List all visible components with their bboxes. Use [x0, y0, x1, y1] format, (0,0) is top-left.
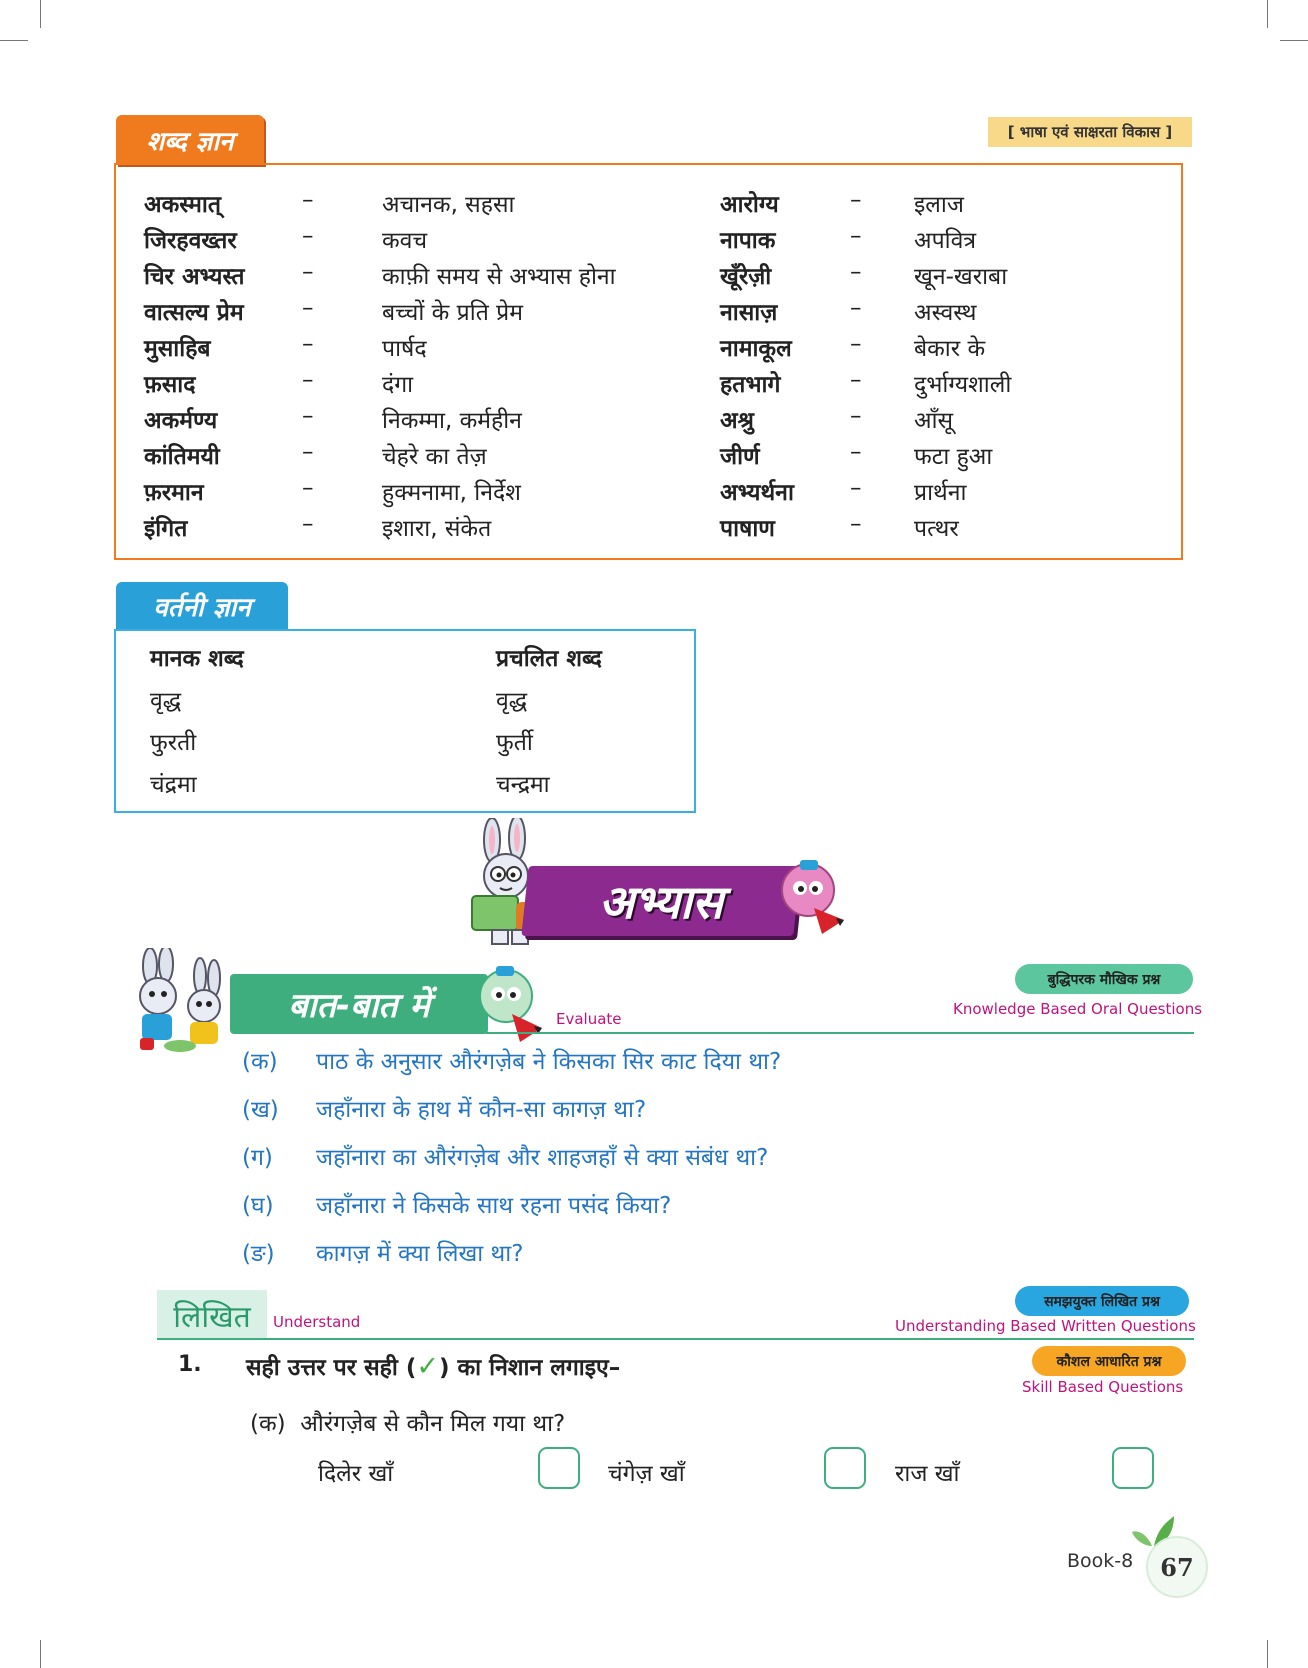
vocab-meaning: चेहरे का तेज़ [382, 444, 487, 470]
oral-question-label: Knowledge Based Oral Questions [953, 1000, 1203, 1018]
dash-separator: – [850, 295, 862, 321]
vocab-entry [144, 331, 664, 367]
vocab-meaning: काफ़ी समय से अभ्यास होना [382, 264, 616, 290]
vocab-word: नापाक [720, 228, 776, 254]
vocab-meaning: इलाज [914, 192, 964, 218]
vocab-word: अभ्यर्थना [720, 480, 794, 506]
option-checkbox[interactable] [1112, 1447, 1154, 1489]
pencil-mascot-icon [778, 856, 850, 936]
written-question-pill: समझयुक्त लिखित प्रश्न [1015, 1286, 1189, 1316]
sub-question: (क) औरंगज़ेब से कौन मिल गया था? [250, 1411, 566, 1437]
dash-separator: – [850, 439, 862, 465]
vocab-word: आरोग्य [720, 192, 779, 218]
option-label: राज खाँ [895, 1461, 960, 1487]
common-word: फुर्ती [496, 730, 533, 756]
vocab-entry [720, 403, 1240, 439]
vocab-entry [720, 439, 1240, 475]
likhit-divider [157, 1338, 1194, 1340]
crop-mark [0, 40, 28, 41]
vocab-word: नामाकूल [720, 336, 792, 362]
common-word: चन्द्रमा [496, 772, 550, 798]
vocab-entry [720, 511, 1240, 547]
vocab-entry [144, 295, 664, 331]
shabd-gyan-title: शब्द ज्ञान [116, 115, 264, 165]
oral-question-pill: बुद्धिपरक मौखिक प्रश्न [1015, 964, 1193, 994]
dash-separator: – [302, 403, 314, 429]
option-label: चंगेज़ खाँ [608, 1461, 685, 1487]
vocab-meaning: निकम्मा, कर्महीन [382, 408, 522, 434]
vocab-entry [720, 475, 1240, 511]
question-number: 1. [178, 1352, 202, 1377]
vocab-meaning: खून-खराबा [914, 264, 1008, 290]
crop-mark [1267, 0, 1268, 28]
literacy-tag: [ भाषा एवं साक्षरता विकास ] [988, 117, 1192, 147]
baat-baat-title: बात-बात में [230, 974, 488, 1034]
crop-mark [1280, 40, 1308, 41]
vocab-meaning: पार्षद [382, 336, 427, 362]
vocab-meaning: कवच [382, 228, 428, 254]
dash-separator: – [302, 439, 314, 465]
vocabulary-box [114, 163, 1183, 560]
vocab-word: अश्रु [720, 408, 754, 434]
abhyas-banner [521, 866, 800, 936]
dash-separator: – [302, 187, 314, 213]
vocab-word: वात्सल्य प्रेम [144, 300, 244, 326]
vocab-meaning: अस्वस्थ [914, 300, 977, 326]
vocab-word: कांतिमयी [144, 444, 220, 470]
vocab-word: जिरहवख्तर [144, 228, 237, 254]
vocab-entry [144, 403, 664, 439]
vocab-entry [720, 295, 1240, 331]
vocab-meaning: दुर्भाग्यशाली [914, 372, 1012, 398]
vocab-meaning: हुक्मनामा, निर्देश [382, 480, 521, 506]
written-question-label: Understanding Based Written Questions [895, 1317, 1196, 1335]
tick-icon: ✓ [416, 1351, 439, 1382]
vocab-entry [144, 475, 664, 511]
dash-separator: – [302, 259, 314, 285]
spelling-box [114, 629, 696, 813]
understand-label: Understand [273, 1313, 361, 1331]
dash-separator: – [302, 475, 314, 501]
vocab-word: अकर्मण्य [144, 408, 218, 434]
book-label: Book-8 [1067, 1550, 1134, 1572]
vocab-entry [144, 511, 664, 547]
vocab-meaning: बच्चों के प्रति प्रेम [382, 300, 523, 326]
dash-separator: – [302, 223, 314, 249]
common-word: वृद्ध [496, 688, 528, 714]
standard-word-header: मानक शब्द [150, 646, 244, 672]
skill-question-pill: कौशल आधारित प्रश्न [1032, 1346, 1186, 1376]
vocab-entry [720, 331, 1240, 367]
vocab-meaning: अपवित्र [914, 228, 977, 254]
dash-separator: – [850, 367, 862, 393]
vocab-meaning: प्रार्थना [914, 480, 967, 506]
standard-word: चंद्रमा [150, 772, 197, 798]
dash-separator: – [302, 295, 314, 321]
vocab-meaning: बेकार के [914, 336, 986, 362]
vocab-meaning: फटा हुआ [914, 444, 993, 470]
vocab-word: मुसाहिब [144, 336, 211, 362]
vocab-word: फ़साद [144, 372, 196, 398]
skill-question-label: Skill Based Questions [1022, 1378, 1184, 1396]
two-rabbits-illustration [120, 948, 232, 1054]
abhyas-title: अभ्यास [599, 875, 723, 929]
vocab-entry [144, 439, 664, 475]
dash-separator: – [850, 187, 862, 213]
baat-divider [486, 1032, 1194, 1034]
dash-separator: – [850, 511, 862, 537]
common-word-header: प्रचलित शब्द [496, 646, 602, 672]
vocab-entry [144, 223, 664, 259]
vocab-word: जीर्ण [720, 444, 760, 470]
vocab-entry [144, 367, 664, 403]
option-label: दिलेर खाँ [318, 1461, 394, 1487]
vocab-entry [720, 367, 1240, 403]
vocab-word: अकस्मात् [144, 192, 222, 218]
vocab-meaning: इशारा, संकेत [382, 516, 492, 542]
likhit-title: लिखित [157, 1290, 267, 1340]
vocab-word: हतभागे [720, 372, 781, 398]
dash-separator: – [850, 259, 862, 285]
vocab-meaning: पत्थर [914, 516, 959, 542]
evaluate-label: Evaluate [556, 1010, 622, 1028]
standard-word: वृद्ध [150, 688, 182, 714]
option-checkbox[interactable] [538, 1447, 580, 1489]
vocab-entry [720, 259, 1240, 295]
standard-word: फुरती [150, 730, 197, 756]
dash-separator: – [850, 331, 862, 357]
vocab-word: नासाज़ [720, 300, 778, 326]
question-instruction: सही उत्तर पर सही (✓) का निशान लगाइए– [246, 1351, 621, 1382]
dash-separator: – [850, 223, 862, 249]
page-number: 67 [1146, 1536, 1208, 1598]
dash-separator: – [850, 403, 862, 429]
crop-mark [40, 1640, 41, 1668]
vocab-word: खूँरेज़ी [720, 264, 772, 290]
vocab-meaning: आँसू [914, 408, 954, 434]
vocab-entry [144, 187, 664, 223]
crop-mark [1267, 1640, 1268, 1668]
crop-mark [40, 0, 41, 28]
dash-separator: – [302, 511, 314, 537]
vocab-word: पाषाण [720, 516, 775, 542]
vocab-word: फ़रमान [144, 480, 204, 506]
vocab-word: चिर अभ्यस्त [144, 264, 245, 290]
vocab-meaning: दंगा [382, 372, 414, 398]
vocab-entry [720, 223, 1240, 259]
vocab-meaning: अचानक, सहसा [382, 192, 515, 218]
dash-separator: – [302, 367, 314, 393]
vocab-entry [720, 187, 1240, 223]
vartani-gyan-title: वर्तनी ज्ञान [116, 582, 288, 630]
option-checkbox[interactable] [824, 1447, 866, 1489]
dash-separator: – [850, 475, 862, 501]
vocab-entry [144, 259, 664, 295]
vocab-word: इंगित [144, 516, 188, 542]
dash-separator: – [302, 331, 314, 357]
